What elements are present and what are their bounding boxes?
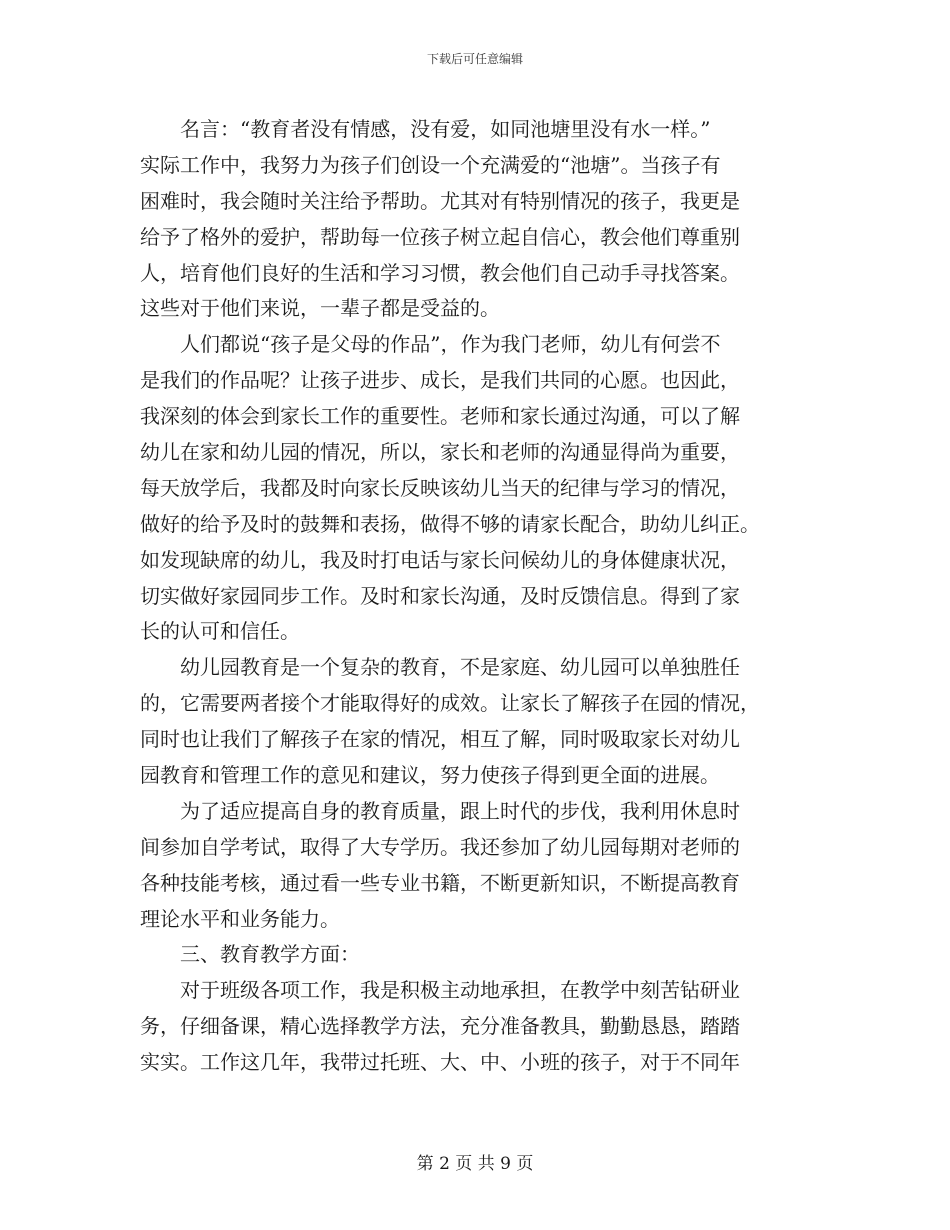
text-line: 间参加自学考试，取得了大专学历。我还参加了幼儿园每期对老师的 (140, 834, 740, 859)
page-header: 下载后可任意编辑 (426, 52, 523, 66)
text-line: 理论水平和业务能力。 (140, 906, 340, 931)
text-line: 切实做好家园同步工作。及时和家长沟通，及时反馈信息。得到了家 (140, 583, 740, 608)
text-line: 幼儿在家和幼儿园的情况，所以，家长和老师的沟通显得尚为重要， (140, 440, 740, 465)
text-line: 园教育和管理工作的意见和建议，努力使孩子得到更全面的进展。 (140, 763, 720, 788)
text-line: 名言：“教育者没有情感，没有爱，如同池塘里没有水一样。” (180, 117, 711, 141)
text-line: 的，它需要两者接个才能取得好的成效。让家长了解孩子在园的情况， (140, 691, 760, 716)
text-line: 各种技能考核，通过看一些专业书籍，不断更新知识，不断提高教育 (140, 870, 740, 895)
text-line: 幼儿园教育是一个复杂的教育，不是家庭、幼儿园可以单独胜任 (180, 655, 740, 680)
text-line: 对于班级各项工作，我是积极主动地承担，在教学中刻苦钻研业 (180, 978, 740, 1003)
text-line: 我深刻的体会到家长工作的重要性。老师和家长通过沟通，可以了解 (140, 404, 740, 429)
text-line: 每天放学后，我都及时向家长反映该幼儿当天的纪律与学习的情况， (140, 475, 740, 500)
text-line: 长的认可和信任。 (140, 619, 300, 644)
page-number-footer: 第 2 页 共 9 页 (416, 1154, 534, 1174)
text-line: 实际工作中，我努力为孩子们创设一个充满爱的“池塘”。当孩子有 (140, 152, 721, 177)
text-line: 人，培育他们良好的生活和学习习惯，教会他们自己动手寻找答案。 (140, 260, 740, 285)
text-line: 实实。工作这几年，我带过托班、大、中、小班的孩子，对于不同年 (140, 1050, 740, 1075)
document-body (140, 112, 812, 1081)
text-line: 困难时，我会随时关注给予帮助。尤其对有特别情况的孩子，我更是 (140, 188, 740, 213)
text-line: 人们都说“孩子是父母的作品”，作为我门老师，幼儿有何尝不 (180, 332, 721, 357)
text-line: 做好的给予及时的鼓舞和表扬，做得不够的请家长配合，助幼儿纠正。 (140, 511, 760, 536)
text-line: 这些对于他们来说，一辈子都是受益的。 (140, 296, 500, 321)
text-line: 同时也让我们了解孩子在家的情况，相互了解，同时吸取家长对幼儿 (140, 727, 740, 752)
text-line: 为了适应提高自身的教育质量，跟上时代的步伐，我利用休息时 (180, 798, 740, 823)
text-line: 给予了格外的爱护，帮助每一位孩子树立起自信心，教会他们尊重别 (140, 224, 740, 249)
text-line: 务，仔细备课，精心选择教学方法，充分准备教具，勤勤恳恳，踏踏 (140, 1014, 740, 1039)
text-line: 如发现缺席的幼儿，我及时打电话与家长问候幼儿的身体健康状况， (140, 547, 740, 572)
text-line: 是我们的作品呢？让孩子进步、成长，是我们共同的心愿。也因此， (140, 368, 740, 393)
section-heading: 三、教育教学方面： (180, 942, 360, 967)
